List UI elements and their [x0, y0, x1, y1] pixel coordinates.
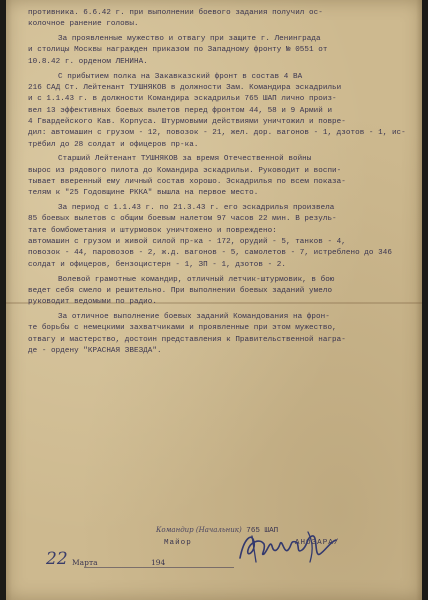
document-page — [6, 0, 422, 600]
paragraph — [28, 312, 414, 357]
text-line: противника. 6.6.42 г. при выполнении боевого задания получил ос- — [28, 9, 323, 17]
text-line: Старший Лейтенант ТУШНЯКОВ за время Отечественной войны — [58, 155, 312, 164]
handwritten-signature — [234, 528, 342, 568]
text-line: Волевой грамотные командир, отличный летчик-штурмовик, в бою — [58, 275, 335, 284]
text-line: За период с 1.1.43 г. по 21.3.43 г. его эскадрилья произвела — [58, 204, 335, 213]
paragraph — [28, 72, 414, 151]
paragraph — [28, 275, 414, 309]
text-line: вел 13 эффективных боевых вылетов перед фронтом 44, 58 и 9 Армий и — [28, 106, 333, 115]
text-line: автомашин с грузом и живой силой пр-ка - 172, орудий - 5, танков - 4, — [28, 238, 346, 247]
signatory-caption: Командир (Начальник) — [156, 526, 242, 534]
text-line: те борьбы с немецкими захватчиками и проявленные при этом мужество, — [28, 324, 337, 333]
text-line: отвагу и мастерство, достоин представления к Правительственной награ- — [28, 335, 346, 344]
text-line: За проявленные мужество и отвагу при защите г. Ленинграда — [58, 35, 321, 44]
text-line: За отличное выполнение боевых заданий Командования на фрон- — [58, 312, 330, 321]
signatory-rank: Майор — [164, 539, 192, 547]
text-line: и с 1.1.43 г. в должности Командира эскадрильи 765 ШАП лично произ- — [28, 95, 337, 104]
paragraph — [28, 203, 414, 271]
text-line: 85 боевых вылетов с общим боевым налетом 97 часов 22 мин. В резуль- — [28, 215, 337, 224]
signatory-surname: АНОЗАРА/ — [294, 539, 340, 547]
date-month: Марта — [72, 558, 98, 567]
date-year: 194 — [151, 558, 166, 567]
paragraph — [28, 34, 414, 68]
document-body — [28, 8, 414, 361]
text-line: тате бомбометания и штурмовок уничтожено и повреждено: — [28, 226, 277, 235]
text-line: колочное ранение головы. — [28, 20, 139, 29]
text-line: де - ордену "КРАСНАЯ ЗВЕЗДА". — [28, 346, 162, 355]
text-line: 10.8.42 г. орденом ЛЕНИНА. — [28, 57, 148, 66]
text-line: 4 Гвардейского Кав. Корпуса. Штурмовыми действиями уничтожил и повре- — [28, 117, 346, 126]
text-line: телям к "25 Годовщине РККА" вышла на первое место. — [28, 189, 259, 198]
date-day: 22 — [46, 549, 68, 569]
paragraph — [28, 8, 414, 31]
text-line: С прибытием полка на Закавказский фронт в состав 4 ВА — [58, 72, 303, 81]
text-line: руководит ведомыми по радио. — [28, 298, 157, 307]
text-line: тывает вверенный ему личный состав хорошо. Эскадрилья по всем показа- — [28, 177, 346, 186]
text-line: солдат и офицеров, бензоцистерн - 1, ЗП - 1, дзотов - 2. — [28, 260, 286, 269]
text-line: ведет себя смело и решительно. При выполнении боевых заданий умело — [28, 286, 333, 295]
text-line: 216 САД Ст. Лейтенант ТУШНЯКОВ в должности Зам. Командира эскадрильи — [28, 83, 342, 92]
document-footer — [6, 518, 422, 598]
text-line: трёбил до 28 солдат и офицеров пр-ка. — [28, 140, 199, 149]
text-line: повозок - 44, паровозов - 2, ж.д. вагонов - 5, самолетов - 7, истреблено до 346 — [28, 249, 392, 258]
text-line: и столицы Москвы награжден приказом по Западному фронту № 0551 от — [28, 46, 328, 55]
paragraph — [28, 154, 414, 199]
unit-name: 765 ШАП — [246, 527, 279, 535]
text-line: вырос из рядового пилота до Командира эскадрильи. Руководит и воспи- — [28, 166, 342, 175]
date-underline — [84, 567, 234, 568]
text-line: дил: автомашин с грузом - 12, повозок - 21, жел. дор. вагонов - 1, дзотов - 1, ис- — [28, 129, 406, 138]
